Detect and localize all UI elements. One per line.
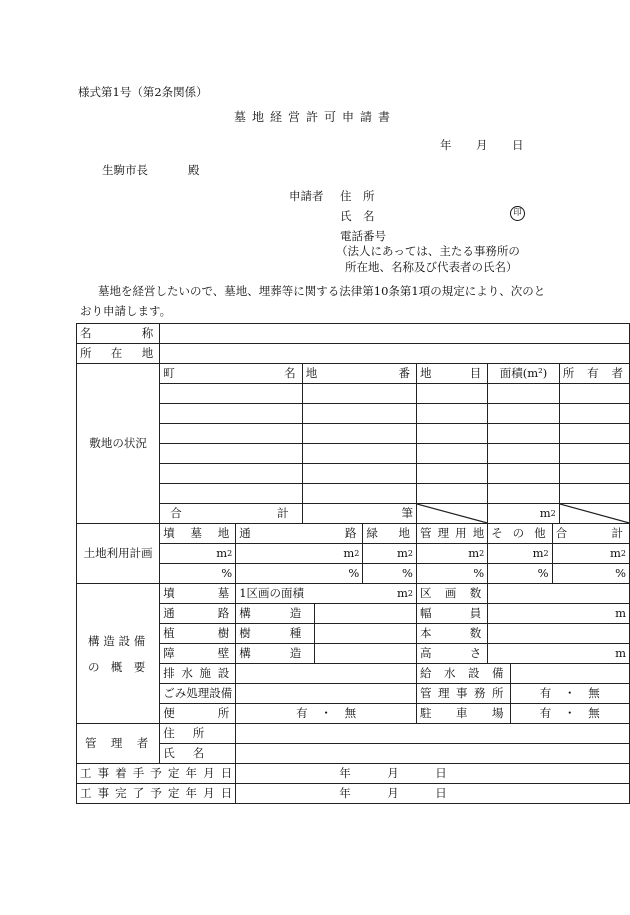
site-category-cell[interactable]	[416, 384, 487, 404]
landuse-admin-area[interactable]: $m^2$	[416, 544, 487, 564]
landuse-grave-area[interactable]: $m^2$	[160, 544, 236, 564]
site-town-cell[interactable]	[160, 464, 302, 484]
row-structure-waste	[77, 684, 630, 704]
site-total-row	[77, 504, 630, 524]
header-area: 面積(m²)	[488, 364, 560, 384]
struct-species-label: 樹種	[236, 624, 315, 644]
struct-parking-yes-no[interactable]	[510, 704, 629, 724]
sqm-unit: $m^2$	[539, 506, 556, 520]
end-day: 日	[435, 786, 447, 800]
struct-road-structure-label: 構造	[236, 604, 315, 624]
parking-choice: 有・無	[539, 706, 600, 720]
construction-start-date[interactable]	[236, 764, 630, 784]
date-month: 月	[476, 138, 488, 152]
struct-road-structure[interactable]	[315, 604, 417, 624]
start-month: 月	[387, 766, 399, 780]
site-owner-cell[interactable]	[559, 484, 629, 504]
site-owner-cell[interactable]	[559, 404, 629, 424]
construction-end-date[interactable]	[236, 784, 630, 804]
struct-width[interactable]: m	[488, 604, 630, 624]
row-site-header	[77, 364, 630, 384]
landuse-admin: 管理用地	[416, 524, 487, 544]
site-row	[77, 484, 630, 504]
site-total-category-struck	[416, 504, 487, 524]
construction-end-label: 工事完了予定年月日	[77, 784, 236, 804]
site-town-cell[interactable]	[160, 404, 302, 424]
row-landuse-header	[77, 524, 630, 544]
struct-fence-label: 障壁	[160, 644, 236, 664]
label-structure-overview	[77, 584, 160, 724]
struct-office-yes-no[interactable]	[510, 684, 629, 704]
structure-label-line1: 構造設備	[88, 633, 149, 648]
site-area-cell[interactable]	[488, 424, 560, 444]
landuse-other: その他	[488, 524, 552, 544]
landuse-total-pct[interactable]: %	[552, 564, 629, 584]
application-statement: 墓地を経営したいので、墓地、埋葬等に関する法律第10条第1項の規定により、次のとおり申請します。	[80, 284, 546, 318]
site-area-cell[interactable]	[488, 464, 560, 484]
struct-drainage[interactable]	[236, 664, 417, 684]
header-lot: 地番	[302, 364, 416, 384]
label-landuse-plan: 土地利用計画	[77, 524, 160, 584]
landuse-total: 合計	[552, 524, 629, 544]
label-site-status: 敷地の状況	[77, 364, 160, 524]
label-manager: 管理者	[77, 724, 160, 764]
struct-grave-label: 墳墓	[160, 584, 236, 604]
end-month: 月	[387, 786, 399, 800]
struct-species[interactable]	[315, 624, 417, 644]
site-area-cell[interactable]	[488, 404, 560, 424]
row-structure-road	[77, 604, 630, 624]
landuse-road-pct[interactable]: %	[236, 564, 363, 584]
site-area-cell[interactable]	[488, 444, 560, 464]
landuse-road-area[interactable]: $m^2$	[236, 544, 363, 564]
struct-planting-label: 植樹	[160, 624, 236, 644]
office-choice: 有・無	[539, 686, 600, 700]
landuse-other-pct[interactable]: %	[488, 564, 552, 584]
struct-toilet-yes-no[interactable]	[236, 704, 417, 724]
site-row	[77, 424, 630, 444]
addressee	[102, 162, 200, 178]
landuse-grave: 墳墓地	[160, 524, 236, 544]
date-day: 日	[512, 138, 524, 152]
struct-height[interactable]: m	[488, 644, 630, 664]
construction-start-label: 工事着手予定年月日	[77, 764, 236, 784]
section-area-label: 1区画の面積	[239, 586, 305, 600]
struct-tree-count[interactable]	[488, 624, 630, 644]
header-category: 地目	[416, 364, 487, 384]
landuse-green-area[interactable]: $m^2$	[363, 544, 417, 564]
row-landuse-area	[77, 544, 630, 564]
site-category-cell[interactable]	[416, 464, 487, 484]
application-form-table	[76, 323, 630, 804]
struct-drainage-label: 排水施設	[160, 664, 236, 684]
structure-label-line2: の概要	[88, 659, 149, 674]
struct-fence-structure[interactable]	[315, 644, 417, 664]
manager-name[interactable]	[236, 744, 630, 764]
addressee-name: 生駒市長	[102, 163, 148, 177]
corporate-note-line1: （法人にあっては、主たる事務所の	[336, 244, 520, 258]
applicant-label: 申請者	[289, 189, 324, 203]
row-structure-drainage	[77, 664, 630, 684]
landuse-road: 通路	[236, 524, 363, 544]
struct-section-count[interactable]	[488, 584, 630, 604]
applicant-phone-label: 電話番号	[340, 229, 386, 243]
site-town-cell[interactable]	[160, 424, 302, 444]
site-row	[77, 464, 630, 484]
document-title: 墓地経営許可申請書	[233, 110, 396, 124]
manager-address-label: 住所	[160, 724, 236, 744]
site-owner-cell[interactable]	[559, 444, 629, 464]
site-category-cell[interactable]	[416, 444, 487, 464]
manager-name-label: 氏名	[160, 744, 236, 764]
site-category-cell[interactable]	[416, 404, 487, 424]
end-year: 年	[339, 786, 351, 800]
struct-height-label: 高さ	[416, 644, 487, 664]
form-number: 様式第1号（第2条関係）	[78, 85, 208, 99]
site-lot-cell[interactable]	[302, 464, 416, 484]
label-location: 所在地	[77, 344, 160, 364]
site-area-cell[interactable]	[488, 484, 560, 504]
site-category-cell[interactable]	[416, 424, 487, 444]
start-year: 年	[339, 766, 351, 780]
landuse-grave-pct[interactable]: %	[160, 564, 236, 584]
label-name: 名称	[77, 324, 160, 344]
start-day: 日	[435, 766, 447, 780]
header-town: 町名	[160, 364, 302, 384]
site-lot-cell[interactable]	[302, 424, 416, 444]
landuse-other-area[interactable]: $m^2$	[488, 544, 552, 564]
site-total-owner-struck	[559, 504, 629, 524]
struct-toilet-label: 便所	[160, 704, 236, 724]
site-town-cell[interactable]	[160, 384, 302, 404]
application-date	[440, 137, 524, 153]
toilet-choice: 有・無	[296, 706, 357, 720]
landuse-admin-pct[interactable]: %	[416, 564, 487, 584]
site-total-label: 合計	[160, 504, 302, 524]
site-area-cell[interactable]	[488, 384, 560, 404]
row-manager-address	[77, 724, 630, 744]
site-lot-cell[interactable]	[302, 444, 416, 464]
site-lot-cell[interactable]	[302, 404, 416, 424]
site-row	[77, 404, 630, 424]
struct-office-label: 管理事務所	[416, 684, 510, 704]
site-owner-cell[interactable]	[559, 424, 629, 444]
row-structure-grave	[77, 584, 630, 604]
struct-water[interactable]	[510, 664, 629, 684]
row-location	[77, 344, 630, 364]
field-name[interactable]	[160, 324, 630, 344]
header-owner: 所有者	[559, 364, 629, 384]
date-year: 年	[440, 138, 452, 152]
site-lot-cell[interactable]	[302, 384, 416, 404]
landuse-green-pct[interactable]: %	[363, 564, 417, 584]
struct-waste-label: ごみ処理設備	[160, 684, 236, 704]
site-owner-cell[interactable]	[559, 384, 629, 404]
applicant-name-label: 氏 名	[340, 209, 375, 223]
struct-tree-count-label: 本数	[416, 624, 487, 644]
site-owner-cell[interactable]	[559, 464, 629, 484]
site-total-area[interactable]	[488, 504, 560, 524]
struct-waste[interactable]	[236, 684, 417, 704]
site-row	[77, 384, 630, 404]
field-location[interactable]	[160, 344, 630, 364]
site-category-cell[interactable]	[416, 484, 487, 504]
row-landuse-percent	[77, 564, 630, 584]
site-row	[77, 444, 630, 464]
site-lot-cell[interactable]	[302, 484, 416, 504]
struct-width-label: 幅員	[416, 604, 487, 624]
struct-parking-label: 駐車場	[416, 704, 510, 724]
site-town-cell[interactable]	[160, 444, 302, 464]
row-name	[77, 324, 630, 344]
applicant-address-label: 住 所	[340, 189, 375, 203]
seal-mark: 印	[510, 206, 525, 221]
struct-road-label: 通路	[160, 604, 236, 624]
row-structure-planting	[77, 624, 630, 644]
site-total-parcels[interactable]	[302, 504, 416, 524]
struct-section-count-label: 区画数	[416, 584, 487, 604]
struct-section-area[interactable]: 1区画の面積 $m^2$	[236, 584, 417, 604]
landuse-green: 緑地	[363, 524, 417, 544]
landuse-total-area[interactable]: $m^2$	[552, 544, 629, 564]
row-structure-fence	[77, 644, 630, 664]
row-construction-start	[77, 764, 630, 784]
struct-fence-structure-label: 構造	[236, 644, 315, 664]
row-structure-toilet	[77, 704, 630, 724]
parcel-unit: 筆	[401, 506, 413, 520]
row-manager-name	[77, 744, 630, 764]
row-construction-end	[77, 784, 630, 804]
manager-address[interactable]	[236, 724, 630, 744]
site-town-cell[interactable]	[160, 484, 302, 504]
struct-water-label: 給水設備	[416, 664, 510, 684]
addressee-honorific: 殿	[188, 163, 200, 177]
corporate-note-line2: 所在地、名称及び代表者の氏名）	[345, 260, 518, 274]
